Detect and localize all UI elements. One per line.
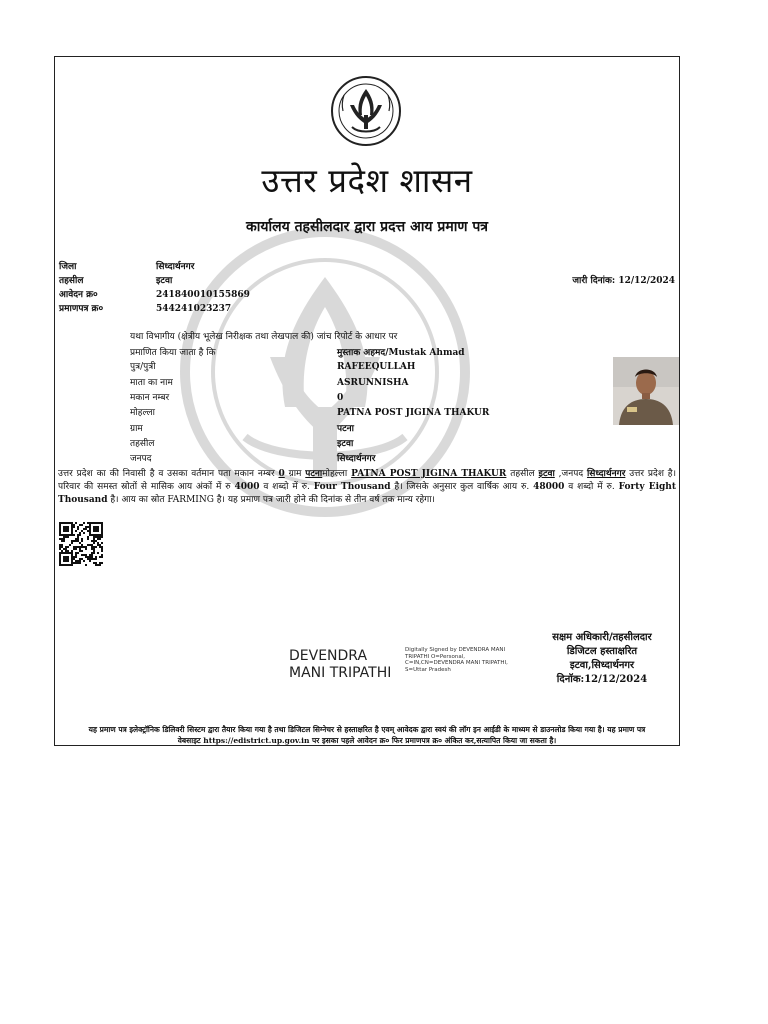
field-value: इटवा [337, 439, 354, 449]
certificate-subtitle: कार्यालय तहसीलदार द्वारा प्रदत्त आय प्रमाण पत्र [245, 219, 489, 235]
para-text: उत्तर प्रदेश है। परिवार की समस्त स्रोतों से मासिक आय अंकों में रु [58, 469, 676, 492]
para-monthly-words: Four Thousand [313, 482, 391, 492]
tehsil-value: इटवा [156, 276, 173, 286]
signatory-name [289, 648, 391, 682]
para-house: 0 [278, 469, 285, 479]
field-value: सिध्दार्थनगर [337, 454, 376, 464]
field-label: मोहल्ला [130, 408, 155, 418]
certificate [54, 56, 680, 746]
para-text: तहसील [506, 469, 539, 479]
tehsil-label: तहसील [59, 276, 84, 286]
digital-signature-details [405, 647, 521, 673]
footer-line: वेबसाइट https://edistrict.up.gov.in पर इसका पहले आवेदन क्र० फिर प्रमाणपत्र क्र० अंकित कर,सत्यापित किया जा सकता है। [177, 736, 557, 745]
para-text: व शब्दो में रु. [564, 482, 619, 492]
page-title: उत्तर प्रदेश शासन [261, 161, 473, 200]
signatory-name-line: MANI TRIPATHI [289, 665, 392, 681]
para-text: ,जनपद [554, 469, 587, 479]
signature-detail-line: S=Uttar Pradesh [405, 666, 451, 673]
field-label: तहसील [130, 439, 155, 449]
para-annual-words: Forty Eight Thousand [58, 482, 676, 505]
officer-location: इटवा,सिध्दार्थनगर [569, 660, 635, 671]
application-number: 241840010155869 [156, 290, 250, 300]
officer-title: सक्षम अधिकारी/तहसीलदार [552, 632, 652, 643]
field-label: ग्राम [130, 424, 143, 434]
footer-line: यह प्रमाण पत्र इलेक्ट्रॉनिक डिलिवरी सिस्टम द्वारा तैयार किया गया है तथा डिजिटल सिग्नेचर से हस्ताक्षरित है एवम् आवेदक द्वारा स्वयं की लॉग इन आईडी के माध्यम से डाउनलोड किया गया है। यह प्रमाण पत्र [88, 725, 646, 734]
field-value: पटना [337, 424, 354, 434]
field-value: 0 [337, 393, 344, 403]
field-label: माता का नाम [130, 378, 173, 388]
para-annual-amount: 48000 [533, 482, 565, 492]
certificate-number-label: प्रमाणपत्र क्र० [59, 304, 104, 314]
qr-code-icon[interactable] [59, 522, 103, 566]
district-value: सिध्दार्थनगर [156, 262, 195, 272]
field-value: ASRUNNISHA [337, 378, 409, 388]
para-monthly-amount: 4000 [234, 482, 260, 492]
up-state-emblem-icon [330, 75, 402, 147]
field-value: PATNA POST JIGINA THAKUR [337, 408, 490, 418]
footer-note [57, 724, 677, 746]
field-label: मकान नम्बर [130, 393, 170, 403]
officer-block [527, 631, 677, 687]
para-text: है। जिसके अनुसार कुल वार्षिक आय रु. [390, 482, 534, 492]
intro-text: यथा विभागीय (क्षेत्रीय भूलेख निरीक्षक तथा लेखपाल की) जांच रिपोर्ट के आधार पर [130, 332, 398, 342]
field-label: प्रमाणित किया जाता है कि [130, 348, 216, 358]
signature-detail-line: TRIPATHI O=Personal, [405, 653, 466, 660]
issue-date-label: जारी दिनांक: [572, 276, 616, 286]
para-text: व शब्दो में रु. [259, 482, 314, 492]
officer-digital-sign: डिजिटल हस्ताक्षरित [566, 646, 638, 657]
signature-detail-line: Digitally Signed by DEVENDRA MANI [405, 647, 506, 653]
para-text: है। यह प्रमाण पत्र जारी होने की दिनांक से तीन वर्ष तक मान्य रहेगा। [213, 495, 435, 505]
certificate-paragraph [58, 468, 676, 507]
issue-date-value: 12/12/2024 [618, 276, 675, 286]
para-income-source: FARMING [167, 495, 214, 505]
signatory-name-line: DEVENDRA [289, 648, 368, 664]
officer-date: दिनॉक:12/12/2024 [556, 674, 648, 685]
para-text: है। आय का स्रोत [107, 495, 168, 505]
field-value: RAFEEQULLAH [337, 362, 416, 372]
para-text: उत्तर प्रदेश का की निवासी है व उसका वर्तमान पता मकान नम्बर [58, 469, 279, 479]
field-label: पुत्र/पुत्री [130, 362, 156, 372]
field-value: मुस्ताक अहमद/Mustak Ahmad [337, 348, 465, 358]
para-district: सिध्दार्थनगर [586, 469, 626, 479]
signature-detail-line: C=IN,CN=DEVENDRA MANI TRIPATHI, [405, 660, 508, 667]
para-village: पटना [305, 469, 323, 479]
applicant-photo [613, 357, 679, 425]
para-text: ग्राम [284, 469, 306, 479]
application-label: आवेदन क्र० [59, 290, 98, 300]
para-text: मोहल्ला [322, 469, 352, 479]
para-tehsil: इटवा [538, 469, 555, 479]
certificate-number: 544241023237 [156, 304, 232, 314]
para-mohalla: PATNA POST JIGINA THAKUR [351, 469, 507, 479]
issue-date [572, 275, 675, 287]
district-label: जिला [59, 262, 77, 272]
field-label: जनपद [130, 454, 152, 464]
